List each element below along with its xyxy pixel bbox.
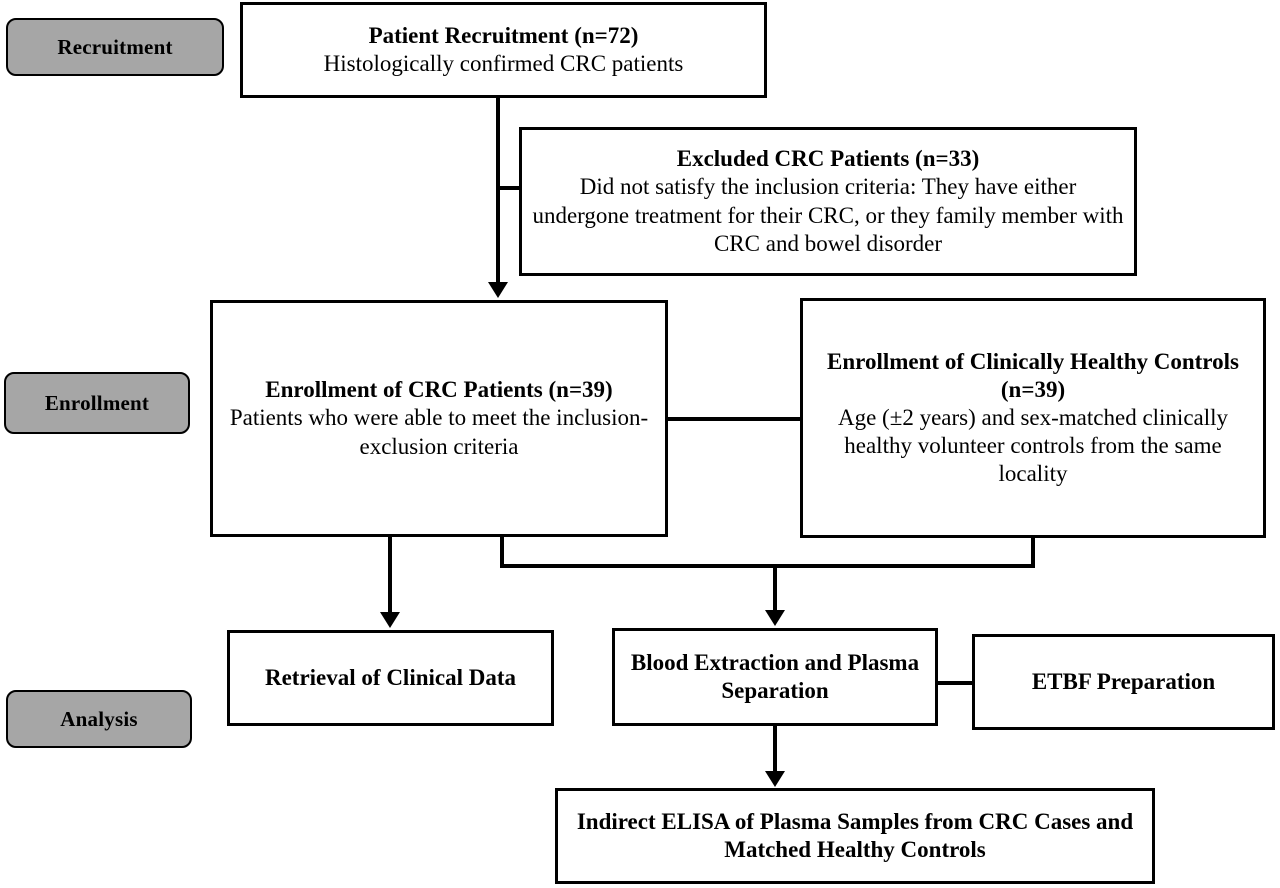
arrowhead-blood-to-elisa xyxy=(765,771,785,787)
node-indirect-elisa xyxy=(555,788,1155,884)
connector-cases-drop-to-bus xyxy=(500,537,504,567)
node-enrollment-cases-title: Enrollment of CRC Patients (n=39) xyxy=(265,377,613,403)
arrowhead-recruitment-to-enrollment xyxy=(488,282,508,298)
stage-pill-recruitment xyxy=(6,18,224,76)
stage-pill-analysis xyxy=(6,690,192,748)
node-etbf-preparation-title: ETBF Preparation xyxy=(1031,668,1216,694)
node-patient-recruitment xyxy=(240,2,767,98)
node-blood-extraction-title: Blood Extraction and Plasma Separation xyxy=(630,649,920,703)
node-clinical-data-title: Retrieval of Clinical Data xyxy=(264,664,517,690)
stage-label-enrollment: Enrollment xyxy=(44,390,150,415)
node-excluded-patients-body: Did not satisfy the inclusion criteria: They have either undergone treatment for their CRC, or they family member with CRC and bowel disorder xyxy=(532,174,1124,256)
node-clinical-data xyxy=(227,630,554,726)
connector-cases-to-clinical-data xyxy=(388,537,392,614)
connector-blood-to-elisa xyxy=(773,726,777,774)
connector-controls-drop-to-bus xyxy=(1031,538,1035,567)
stage-pill-enrollment xyxy=(4,372,190,434)
node-patient-recruitment-title: Patient Recruitment (n=72) xyxy=(368,22,639,48)
stage-label-recruitment: Recruitment xyxy=(57,34,173,59)
node-etbf-preparation xyxy=(972,634,1275,730)
connector-cases-to-controls xyxy=(668,417,802,421)
node-excluded-patients-title: Excluded CRC Patients (n=33) xyxy=(676,146,980,172)
node-enrollment-controls-body: Age (±2 years) and sex-matched clinically healthy volunteer controls from the same locality xyxy=(837,404,1229,487)
node-excluded-patients xyxy=(519,127,1137,276)
connector-recruitment-to-enrollment xyxy=(496,98,500,284)
connector-bus-to-blood xyxy=(773,564,777,614)
node-blood-extraction xyxy=(612,628,938,726)
node-enrollment-cases-body: Patients who were able to meet the inclusion-exclusion criteria xyxy=(229,405,649,459)
node-enrollment-controls-title: Enrollment of Clinically Healthy Controls (n=39) xyxy=(827,348,1239,402)
connector-blood-to-etbf xyxy=(938,681,974,685)
node-enrollment-cases xyxy=(210,300,668,537)
stage-label-analysis: Analysis xyxy=(60,706,138,731)
arrowhead-bus-to-blood xyxy=(765,610,785,626)
node-enrollment-controls xyxy=(800,298,1266,538)
node-patient-recruitment-body: Histologically confirmed CRC patients xyxy=(323,51,684,76)
node-indirect-elisa-title: Indirect ELISA of Plasma Samples from CRC Cases and Matched Healthy Controls xyxy=(576,808,1134,862)
connector-trunk-to-excluded xyxy=(496,186,521,190)
arrowhead-cases-to-clinical-data xyxy=(380,612,400,628)
connector-merge-bus xyxy=(500,564,1035,568)
